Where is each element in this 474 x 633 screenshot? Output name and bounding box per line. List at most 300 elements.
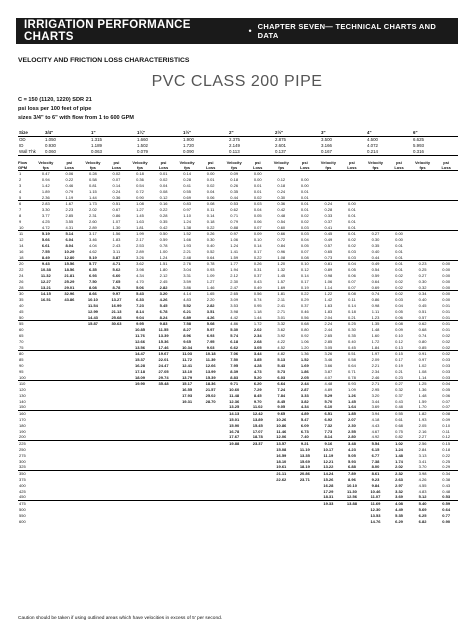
table-cell (81, 519, 105, 525)
table-cell: 0.01 (300, 207, 309, 213)
table-cell: 11.69 (364, 501, 388, 507)
table-cell: 2.07 (348, 417, 356, 423)
table-cell: 18.19 (299, 464, 310, 470)
table-cell: 0.09 (442, 417, 451, 423)
table-cell: 0.03 (293, 231, 317, 237)
table-cell: 9.43 (34, 261, 58, 267)
table-cell: 4.08 (387, 501, 411, 507)
table-cell: 2.48 (183, 254, 191, 260)
table-cell: 0.47 (41, 171, 50, 177)
table-cell: 10.10 (346, 482, 357, 488)
table-cell: 0.02 (434, 351, 458, 357)
table-cell: 9.65 (270, 411, 294, 417)
table-cell: 1.36 (293, 351, 317, 357)
spec-cell: 2.601 (275, 143, 286, 148)
table-cell: 25.68 (111, 314, 122, 320)
table-cell: 15.87 (81, 321, 105, 327)
table-cell: 0.30 (348, 327, 356, 333)
table-cell: 0.04 (159, 183, 168, 188)
table-cell: 3.59 (183, 278, 191, 284)
table-cell: 0.61 (395, 417, 403, 423)
table-cell: 0.22 (159, 207, 168, 213)
table-cell: 0.01 (300, 188, 309, 194)
table-cell: 0.01 (253, 188, 262, 194)
table-cell: 3.62 (128, 261, 152, 267)
note-line: sizes 3/4" to 6" with flow from 1 to 600 GPM (18, 115, 134, 121)
table-cell: 12.27 (40, 278, 51, 284)
table-cell: 0.02 (206, 183, 215, 188)
table-cell: 12.30 (370, 507, 381, 513)
table-cell: 13.22 (323, 464, 334, 470)
table-cell: 27.05 (158, 368, 169, 374)
flow-gpm-cell: 1 (19, 171, 22, 177)
table-cell: 0.44 (230, 194, 239, 200)
table-cell: 2.32 (387, 471, 411, 477)
table-cell: 1.44 (253, 314, 262, 320)
table-cell: 0.60 (277, 224, 286, 230)
table-cell: 0.08 (159, 188, 168, 194)
table-cell: 0.18 (136, 171, 144, 177)
table-cell: 1.20 (270, 261, 294, 267)
flow-gpm-cell: 450 (19, 494, 26, 500)
table-cell: 0.89 (324, 267, 333, 273)
table-cell: 17.46 (158, 344, 169, 350)
column-header: fps (270, 165, 294, 171)
table-cell: 3.46 (89, 237, 97, 243)
table-cell: 0.01 (387, 261, 411, 267)
table-cell: 0.58 (89, 177, 97, 183)
table-cell: 0.01 (395, 248, 403, 254)
flow-gpm-cell: 6 (18, 201, 34, 207)
table-cell: 5.43 (128, 291, 152, 297)
table-cell: 0.03 (348, 248, 356, 254)
table-cell: 2.65 (324, 332, 333, 338)
table-cell: 0.64 (371, 278, 380, 284)
table-cell: 0.53 (442, 494, 451, 500)
table-cell: 0.01 (434, 321, 458, 327)
table-cell: 5.30 (230, 327, 239, 333)
flow-gpm-cell: 110 (18, 381, 34, 387)
table-cell: 2.36 (41, 194, 50, 200)
table-cell: 0.26 (246, 261, 270, 267)
table-cell: 5.43 (277, 362, 286, 368)
table-cell: 0.59 (371, 272, 380, 278)
table-cell: 0.04 (300, 237, 309, 243)
table-cell: 2.04 (324, 314, 333, 320)
flow-gpm-cell: 120 (19, 387, 26, 393)
table-cell: 0.36 (136, 177, 144, 183)
spec-cell: 1.315 (91, 137, 102, 142)
table-cell: 0.19 (300, 284, 309, 290)
column-header: fps (81, 165, 105, 171)
table-cell: 0.10 (395, 332, 403, 338)
table-cell: 0.36 (112, 194, 121, 200)
table-cell: 1.86 (300, 368, 309, 374)
table-cell: 13.57 (270, 441, 294, 447)
table-cell: 16.28 (134, 362, 145, 368)
table-cell: 1.59 (230, 254, 239, 260)
table-cell: 0.22 (65, 177, 74, 183)
table-cell: 17.29 (323, 488, 334, 494)
table-cell: 5.08 (199, 321, 223, 327)
table-cell: 6.78 (159, 308, 168, 314)
table-cell: 3.20 (152, 291, 176, 297)
table-cell: 1.14 (418, 374, 427, 380)
table-cell: 6.64 (270, 381, 294, 387)
table-cell: 0.12 (159, 194, 168, 200)
spec-cell: 0.090 (182, 149, 228, 156)
table-cell: 1.81 (270, 291, 294, 297)
table-cell: 0.43 (253, 278, 262, 284)
table-cell: 17.93 (182, 392, 193, 398)
table-cell: 11.03 (175, 351, 199, 357)
table-cell: 0.22 (206, 224, 215, 230)
table-cell: 10.46 (370, 488, 381, 494)
table-cell (222, 519, 246, 525)
table-cell: 9.83 (152, 321, 176, 327)
table-cell: 1.63 (136, 218, 144, 224)
spec-cell: 2" (228, 130, 274, 137)
table-cell: 13.99 (205, 368, 216, 374)
table-cell: 1.15 (89, 188, 97, 194)
flow-gpm-cell: 20 (18, 261, 34, 267)
column-header: fps (364, 165, 388, 171)
table-cell: 4.55 (418, 482, 427, 488)
table-cell: 1.26 (348, 392, 356, 398)
table-cell (293, 519, 317, 525)
table-cell: 19.90 (128, 381, 152, 387)
table-cell: 1.06 (300, 338, 309, 344)
table-cell: 1.24 (230, 242, 239, 248)
flow-gpm-cell: 90 (19, 362, 24, 368)
flow-gpm-cell: 160 (18, 411, 34, 417)
flow-gpm-cell: 2 (19, 177, 22, 183)
table-cell: 0.17 (395, 357, 403, 363)
table-cell: 0.37 (253, 272, 262, 278)
table-cell: 14.13 (222, 411, 246, 417)
table-cell: 0.35 (230, 188, 239, 194)
table-cell: 0.48 (395, 404, 403, 410)
table-cell: 1.02 (418, 362, 427, 368)
table-cell: 0.68 (395, 422, 403, 428)
table-cell: 2.65 (222, 291, 246, 297)
table-cell: 0.18 (230, 177, 239, 183)
table-cell: 13.79 (182, 374, 193, 380)
table-cell: 4.26 (159, 297, 168, 303)
table-cell: 2.80 (348, 434, 356, 440)
table-cell: 1.83 (324, 308, 333, 314)
table-cell: 1.52 (175, 231, 199, 237)
table-cell: 1.25 (411, 381, 435, 387)
table-cell: 0.05 (300, 242, 309, 248)
table-cell: 21.11 (270, 471, 294, 477)
column-header: fps (175, 165, 199, 171)
table-cell: 0.00 (395, 237, 403, 243)
table-cell: 6.93 (206, 332, 215, 338)
table-cell: 16.78 (229, 428, 240, 434)
table-cell: 16.51 (40, 297, 51, 303)
table-cell: 6.51 (317, 411, 341, 417)
table-cell: 5.06 (136, 284, 144, 290)
table-cell: 0.41 (324, 224, 333, 230)
table-cell: 0.30 (371, 237, 380, 243)
table-cell: 0.11 (442, 428, 450, 434)
table-cell: 0.15 (387, 351, 411, 357)
table-cell: 32.96 (58, 291, 82, 297)
table-cell: 6.15 (371, 447, 380, 453)
table-cell: 10.29 (64, 248, 75, 254)
table-cell: 1.45 (136, 212, 144, 218)
table-cell: 0.21 (395, 368, 403, 374)
table-cell: 2.11 (277, 297, 286, 303)
column-header: psi (160, 160, 167, 165)
table-cell: 7.29 (253, 387, 262, 393)
table-cell: 3.05 (324, 344, 333, 350)
table-cell: 0.14 (300, 272, 309, 278)
table-cell: 4.89 (324, 387, 333, 393)
table-cell: 0.83 (175, 201, 199, 207)
table-cell: 0.64 (206, 254, 215, 260)
table-cell: 5.97 (206, 327, 215, 333)
table-cell: 2.82 (159, 284, 168, 290)
flow-gpm-cell: 24 (19, 272, 24, 278)
flow-gpm-cell: 325 (19, 464, 26, 470)
table-cell: 5.77 (81, 261, 105, 267)
table-cell: 5.74 (230, 332, 239, 338)
table-cell: 0.01 (395, 267, 403, 273)
table-cell: 0.04 (434, 381, 458, 387)
table-cell: 0.35 (371, 242, 380, 248)
table-cell: 10.10 (87, 297, 98, 303)
table-cell: 0.56 (246, 291, 270, 297)
table-cell: 0.97 (418, 357, 427, 363)
flow-gpm-cell: 40 (19, 302, 24, 308)
table-cell: 6.92 (324, 417, 333, 423)
table-cell: 0.17 (300, 278, 309, 284)
spec-cell: 1.502 (137, 143, 148, 148)
table-cell: 0.18 (277, 183, 286, 188)
table-cell: 8.49 (41, 254, 50, 260)
table-cell: 11.30 (347, 488, 357, 494)
table-cell: 4.34 (300, 404, 309, 410)
table-cell: 1.72 (371, 338, 380, 344)
table-cell: 4.26 (418, 477, 427, 483)
table-cell: 0.00 (253, 177, 262, 183)
flow-gpm-cell: 275 (19, 452, 26, 458)
table-cell: 4.52 (277, 344, 286, 350)
table-cell: 1.42 (324, 297, 333, 303)
header-banner (16, 18, 458, 44)
table-cell: 1.81 (136, 224, 144, 230)
table-cell: 1.57 (277, 278, 286, 284)
table-cell: 0.12 (300, 267, 309, 273)
table-cell: 3.70 (418, 464, 427, 470)
column-header: fps (34, 165, 58, 171)
table-cell: 2.02 (89, 207, 97, 213)
table-cell: 0.90 (136, 194, 144, 200)
table-cell: 3.77 (41, 212, 50, 218)
table-cell: 5.69 (418, 507, 427, 513)
table-cell: 19.33 (317, 501, 341, 507)
table-cell: 12.36 (229, 398, 240, 404)
table-cell: 13.21 (40, 284, 51, 290)
table-cell: 3.04 (183, 267, 191, 273)
table-cell: 6.18 (230, 338, 239, 344)
table-cell: 8.27 (183, 327, 191, 333)
table-cell: 0.24 (112, 188, 121, 194)
table-cell: 2.09 (371, 357, 380, 363)
table-cell: 3.98 (136, 267, 144, 273)
table-cell: 2.44 (293, 381, 317, 387)
table-cell: 0.62 (411, 321, 435, 327)
table-cell: 2.21 (183, 248, 191, 254)
table-cell: 18.31 (323, 494, 334, 500)
table-cell: 1.59 (418, 398, 427, 404)
table-cell: 15.01 (229, 417, 240, 423)
spec-cell: 0.063 (90, 149, 136, 156)
table-cell: 3.46 (324, 357, 333, 363)
flow-gpm-cell: 130 (19, 392, 26, 398)
table-cell: 4.86 (222, 321, 246, 327)
table-cell: 1.30 (112, 224, 121, 230)
table-cell: 0.23 (411, 261, 435, 267)
table-cell: 0.00 (434, 291, 458, 297)
table-cell: 7.23 (136, 302, 144, 308)
spec-cell: 1.660 (137, 137, 148, 142)
table-cell: 0.03 (442, 368, 451, 374)
table-cell: 0.01 (442, 314, 451, 320)
spec-cell: 0.930 (45, 143, 56, 148)
table-cell: 2.23 (65, 207, 74, 213)
table-cell: 0.49 (364, 261, 388, 267)
table-cell: 2.53 (136, 242, 144, 248)
table-cell: 1.64 (348, 404, 356, 410)
table-cell: 0.18 (348, 308, 356, 314)
flow-gpm-cell: 200 (19, 434, 26, 440)
flow-gpm-cell: 190 (19, 428, 26, 434)
table-cell: 15.26 (323, 477, 334, 483)
table-cell: 1.66 (183, 237, 191, 243)
table-cell: 4.67 (371, 428, 380, 434)
table-cell: 8.83 (230, 374, 239, 380)
table-cell: 0.07 (442, 404, 451, 410)
table-cell: 8.61 (364, 471, 388, 477)
table-cell: 1.63 (324, 302, 333, 308)
table-cell: 4.42 (230, 314, 239, 320)
table-cell: 6.35 (89, 267, 97, 273)
table-cell: 0.26 (230, 183, 239, 188)
column-header: Loss (434, 165, 458, 171)
table-cell: 3.31 (183, 272, 191, 278)
table-cell: 0.29 (300, 297, 309, 303)
table-cell: 0.09 (246, 231, 270, 237)
table-cell: 1.84 (371, 344, 380, 350)
table-cell: 0.02 (348, 242, 356, 248)
table-cell: 0.43 (442, 482, 451, 488)
table-cell: 0.92 (300, 332, 309, 338)
flow-gpm-cell: 60 (19, 327, 24, 333)
table-cell: 1.94 (230, 267, 239, 273)
table-cell: 1.82 (411, 411, 435, 417)
table-cell: 2.63 (395, 477, 403, 483)
spec-row (18, 149, 458, 156)
table-cell: 6.20 (246, 381, 270, 387)
table-cell: 1.20 (300, 344, 309, 350)
table-cell: 0.01 (348, 224, 356, 230)
table-cell: 0.06 (395, 314, 403, 320)
table-cell: 7.32 (324, 422, 333, 428)
table-cell: 0.72 (277, 237, 286, 243)
table-cell (246, 519, 270, 525)
table-cell (34, 519, 58, 525)
table-cell: 7.95 (230, 362, 239, 368)
table-cell: 0.06 (253, 218, 262, 224)
column-header: psi (443, 160, 450, 165)
table-cell: 4.34 (136, 272, 144, 278)
flow-gpm-cell: 10 (19, 224, 24, 230)
table-cell: 0.01 (395, 254, 403, 260)
table-cell: 0.04 (395, 302, 403, 308)
table-cell: 1.48 (371, 327, 380, 333)
table-cell: 13.27 (111, 297, 122, 303)
table-cell: 1.93 (183, 242, 191, 248)
table-cell: 0.98 (371, 302, 380, 308)
table-cell: 1.56 (105, 231, 129, 237)
table-cell: 9.71 (222, 381, 246, 387)
table-cell: 0.24 (317, 201, 341, 207)
table-cell: 0.27 (364, 231, 388, 237)
table-cell: 0.00 (387, 231, 411, 237)
spec-label: Wall Thk (18, 149, 44, 156)
table-cell: 0.42 (277, 207, 286, 213)
table-cell: 17.67 (229, 434, 240, 440)
table-cell: 4.26 (206, 314, 215, 320)
table-cell: 0.53 (222, 201, 246, 207)
table-cell: 1.69 (300, 362, 309, 368)
table-cell: 0.08 (300, 254, 309, 260)
table-cell: 0.03 (246, 201, 270, 207)
table-cell: 0.30 (277, 194, 286, 200)
spec-cell: 3" (320, 130, 366, 137)
table-cell: 1.65 (199, 291, 223, 297)
table-cell: 9.65 (183, 338, 191, 344)
table-cell: 1.45 (277, 272, 286, 278)
table-cell: 24.47 (158, 362, 169, 368)
table-cell: 2.20 (206, 297, 215, 303)
flow-gpm-cell: 225 (18, 441, 34, 447)
table-cell: 2.43 (112, 242, 121, 248)
table-cell: 8.45 (277, 398, 286, 404)
table-cell: 11.39 (205, 357, 216, 363)
table-cell: 0.25 (340, 321, 364, 327)
table-cell: 4.18 (371, 417, 380, 423)
table-cell: 22.01 (158, 357, 169, 363)
table-cell: 0.01 (253, 183, 262, 188)
table-cell: 0.54 (277, 218, 286, 224)
table-cell: 5.19 (34, 231, 58, 237)
table-cell: 10.38 (40, 267, 51, 273)
table-cell: 8.04 (65, 242, 74, 248)
table-cell: 0.13 (395, 344, 403, 350)
table-cell: 35.48 (152, 381, 176, 387)
table-cell: 4.25 (41, 218, 50, 224)
table-cell: 1.60 (371, 332, 380, 338)
table-cell: 8.96 (348, 477, 356, 483)
table-cell: 0.51 (418, 308, 427, 314)
table-cell: 1.89 (41, 188, 50, 194)
table-cell: 2.02 (395, 464, 403, 470)
table-cell: 5.54 (364, 441, 388, 447)
